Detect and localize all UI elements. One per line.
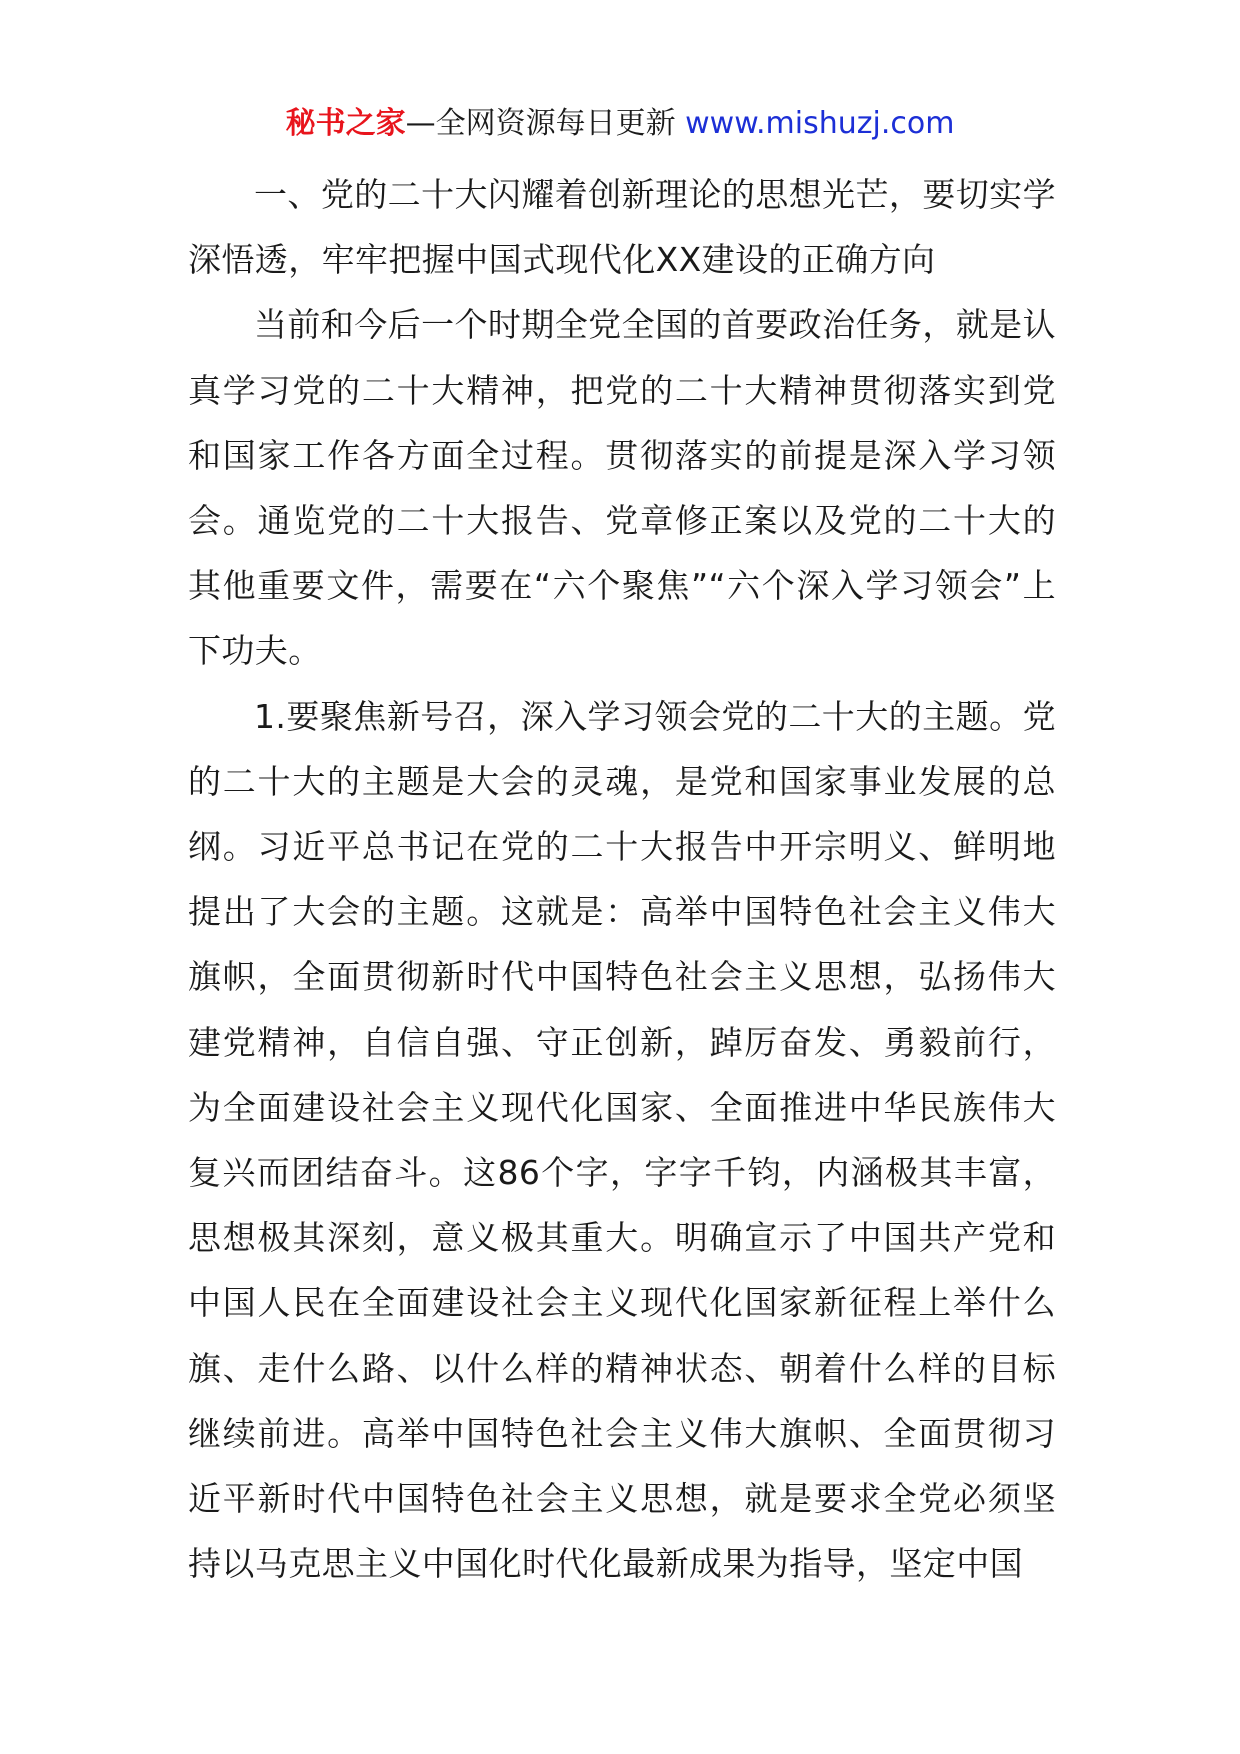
site-slogan: —全网资源每日更新 — [405, 106, 676, 141]
document-body — [188, 162, 1056, 1596]
site-header — [0, 104, 1240, 144]
paragraph: 1.要聚焦新号召，深入学习领会党的二十大的主题。党的二十大的主题是大会的灵魂，是党和国家事业发展的总纲。习近平总书记在党的二十大报告中开宗明义、鲜明地提出了大会的主题。这就是：高举中国特色社会主义伟大旗帜，全面贯彻新时代中国特色社会主义思想，弘扬伟大建党精神，自信自强、守正创新，踔厉奋发、勇毅前行，为全面建设社会主义现代化国家、全面推进中华民族伟大复兴而团结奋斗。这86个字，字字千钧，内涵极其丰富，思想极其深刻，意义极其重大。明确宣示了中国共产党和中国人民在全面建设社会主义现代化国家新征程上举什么旗、走什么路、以什么样的精神状态、朝着什么样的目标继续前进。高举中国特色社会主义伟大旗帜、全面贯彻习近平新时代中国特色社会主义思想，就是要求全党必须坚持以马克思主义中国化时代化最新成果为指导，坚定中国 — [188, 696, 1056, 1584]
site-url-link[interactable]: www.mishuzj.com — [685, 106, 955, 141]
site-brand: 秘书之家 — [285, 106, 406, 141]
section-heading: 一、党的二十大闪耀着创新理论的思想光芒，要切实学深悟透，牢牢把握中国式现代化XX建设的正确方向 — [188, 175, 1056, 280]
paragraph: 当前和今后一个时期全党全国的首要政治任务，就是认真学习党的二十大精神，把党的二十大精神贯彻落实到党和国家工作各方面全过程。贯彻落实的前提是深入学习领会。通览党的二十大报告、党章修正案以及党的二十大的其他重要文件，需要在“六个聚焦”“六个深入学习领会”上下功夫。 — [188, 305, 1056, 671]
